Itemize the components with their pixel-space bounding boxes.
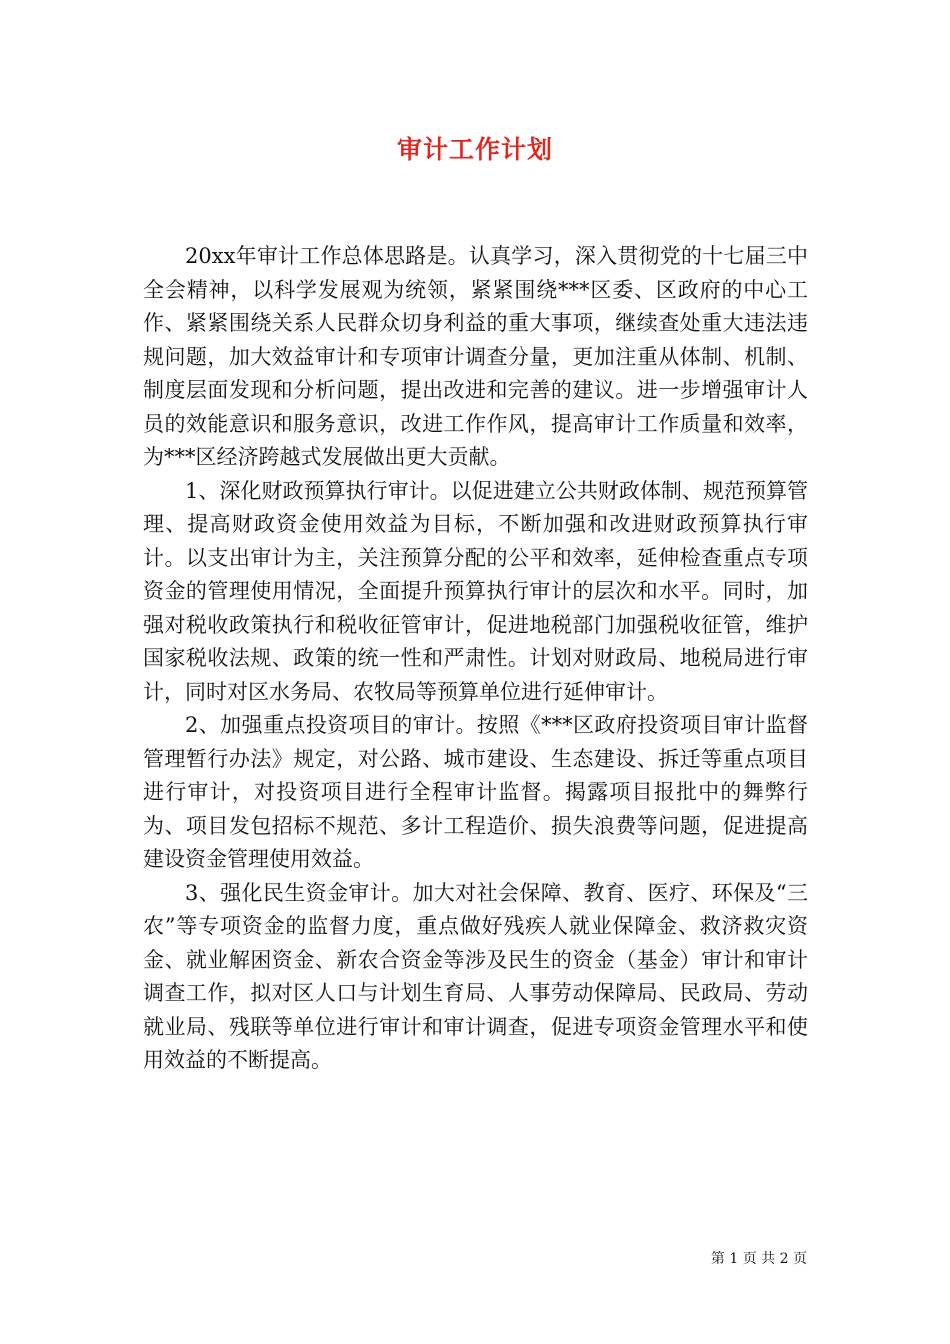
page-number-footer: 第 1 页 共 2 页 <box>710 1251 807 1267</box>
paragraph-item-3: 3、强化民生资金审计。加大对社会保障、教育、医疗、环保及“三农”等专项资金的监督力度，重点做好残疾人就业保障金、救济救灾资金、就业解困资金、新农合资金等涉及民生的资金（基金）审计和审计调查工作，拟对区人口与计划生育局、人事劳动保障局、民政局、劳动就业局、残联等单位进行审计和审计调查，促进专项资金管理水平和使用效益的不断提高。 <box>143 880 808 1072</box>
paragraph-item-2: 2、加强重点投资项目的审计。按照《***区政府投资项目审计监督管理暂行办法》规定，对公路、城市建设、生态建设、拆迁等重点项目进行审计，对投资项目进行全程审计监督。揭露项目报批中的舞弊行为、项目发包招标不规范、多计工程造价、损失浪费等问题，促进提高建设资金管理使用效益。 <box>143 713 808 871</box>
paragraph-intro: 20xx年审计工作总体思路是。认真学习，深入贯彻党的十七届三中全会精神，以科学发展观为统领，紧紧围绕***区委、区政府的中心工作、紧紧围绕关系人民群众切身利益的重大事项，继续查处重大违法违规问题，加大效益审计和专项审计调查分量，更加注重从体制、机制、制度层面发现和分析问题，提出改进和完善的建议。进一步增强审计人员的效能意识和服务意识，改进工作作风，提高审计工作质量和效率，为***区经济跨越式发展做出更大贡献。 <box>143 244 808 469</box>
document-title: 审计工作计划 <box>396 135 553 164</box>
document-body <box>143 240 808 1078</box>
paragraph-item-1: 1、深化财政预算执行审计。以促进建立公共财政体制、规范预算管理、提高财政资金使用效益为目标，不断加强和改进财政预算执行审计。以支出审计为主，关注预算分配的公平和效率，延伸检查重点专项资金的管理使用情况，全面提升预算执行审计的层次和水平。同时，加强对税收政策执行和税收征管审计，促进地税部门加强税收征管，维护国家税收法规、政策的统一性和严肃性。计划对财政局、地税局进行审计，同时对区水务局、农牧局等预算单位进行延伸审计。 <box>143 478 808 704</box>
